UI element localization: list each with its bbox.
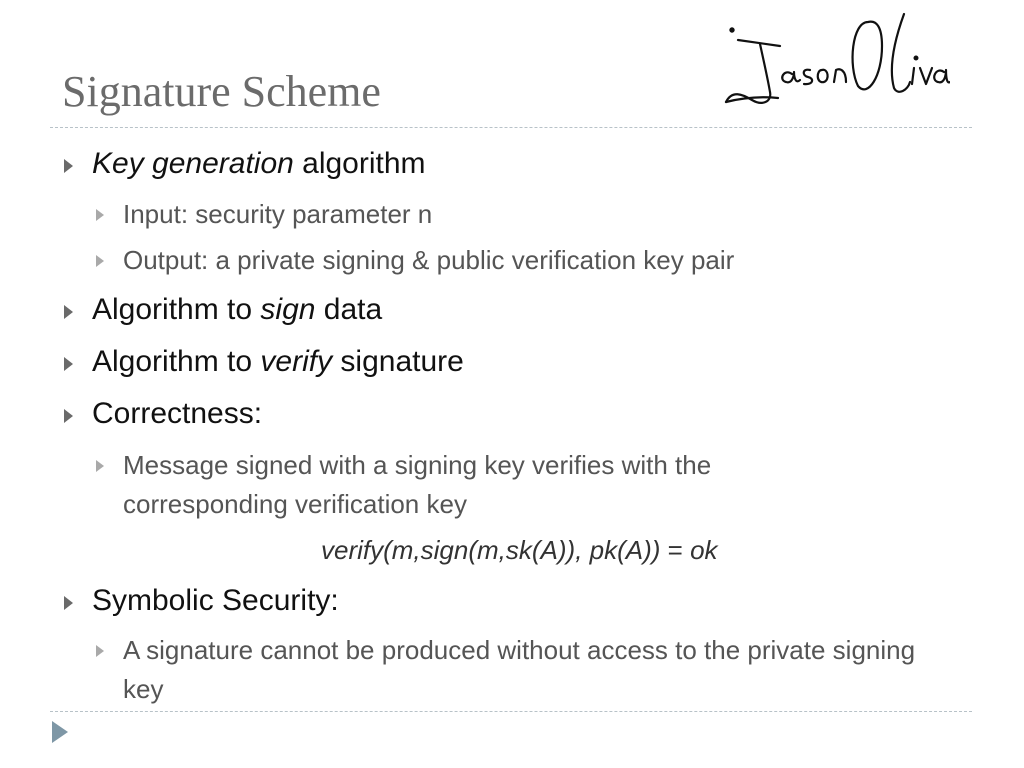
sub-bullet-output: Output: a private signing & public verification key pair bbox=[123, 245, 735, 275]
correctness-formula bbox=[321, 535, 718, 566]
sub-bullet-symbolic-security: A signature cannot be produced without access to the private signing key bbox=[123, 635, 916, 704]
bullet-sign bbox=[92, 293, 382, 328]
formula-equals: = bbox=[660, 535, 691, 565]
formula-result: ok bbox=[690, 535, 718, 565]
bullet-text: Algorithm to bbox=[92, 293, 261, 326]
formula-expression: verify(m,sign(m,sk(A)), pk(A)) bbox=[321, 535, 661, 565]
sub-bullet-arrow-icon bbox=[96, 460, 104, 472]
bullet-text: signature bbox=[332, 345, 464, 378]
bullet-symbolic-security: Symbolic Security: bbox=[92, 584, 339, 617]
bullet-emphasis: sign bbox=[260, 293, 316, 326]
signature-image bbox=[718, 6, 950, 116]
bullet-arrow-icon bbox=[64, 357, 73, 371]
slide-title: Signature Scheme bbox=[62, 67, 381, 116]
bullet-key-generation bbox=[92, 147, 426, 182]
footer-divider bbox=[50, 711, 972, 712]
sub-bullet-arrow-icon bbox=[96, 255, 104, 267]
sub-bullet-input: Input: security parameter n bbox=[123, 199, 433, 229]
sub-bullet-arrow-icon bbox=[96, 645, 104, 657]
bullet-arrow-icon bbox=[64, 305, 73, 319]
bullet-text: algorithm bbox=[293, 147, 426, 180]
bullet-arrow-icon bbox=[64, 409, 73, 423]
next-slide-arrow-icon[interactable] bbox=[52, 721, 68, 743]
bullet-text: data bbox=[315, 293, 383, 326]
title-divider bbox=[50, 127, 972, 128]
bullet-text: Algorithm to bbox=[92, 345, 261, 378]
bullet-emphasis: Key generation bbox=[92, 147, 294, 180]
sub-bullet-correctness: Message signed with a signing key verifies with the corresponding verification key bbox=[123, 450, 712, 519]
sub-bullet-arrow-icon bbox=[96, 209, 104, 221]
bullet-verify bbox=[92, 345, 464, 380]
bullet-correctness: Correctness: bbox=[92, 397, 263, 430]
bullet-emphasis: verify bbox=[260, 345, 333, 378]
bullet-arrow-icon bbox=[64, 159, 73, 173]
bullet-arrow-icon bbox=[64, 596, 73, 610]
